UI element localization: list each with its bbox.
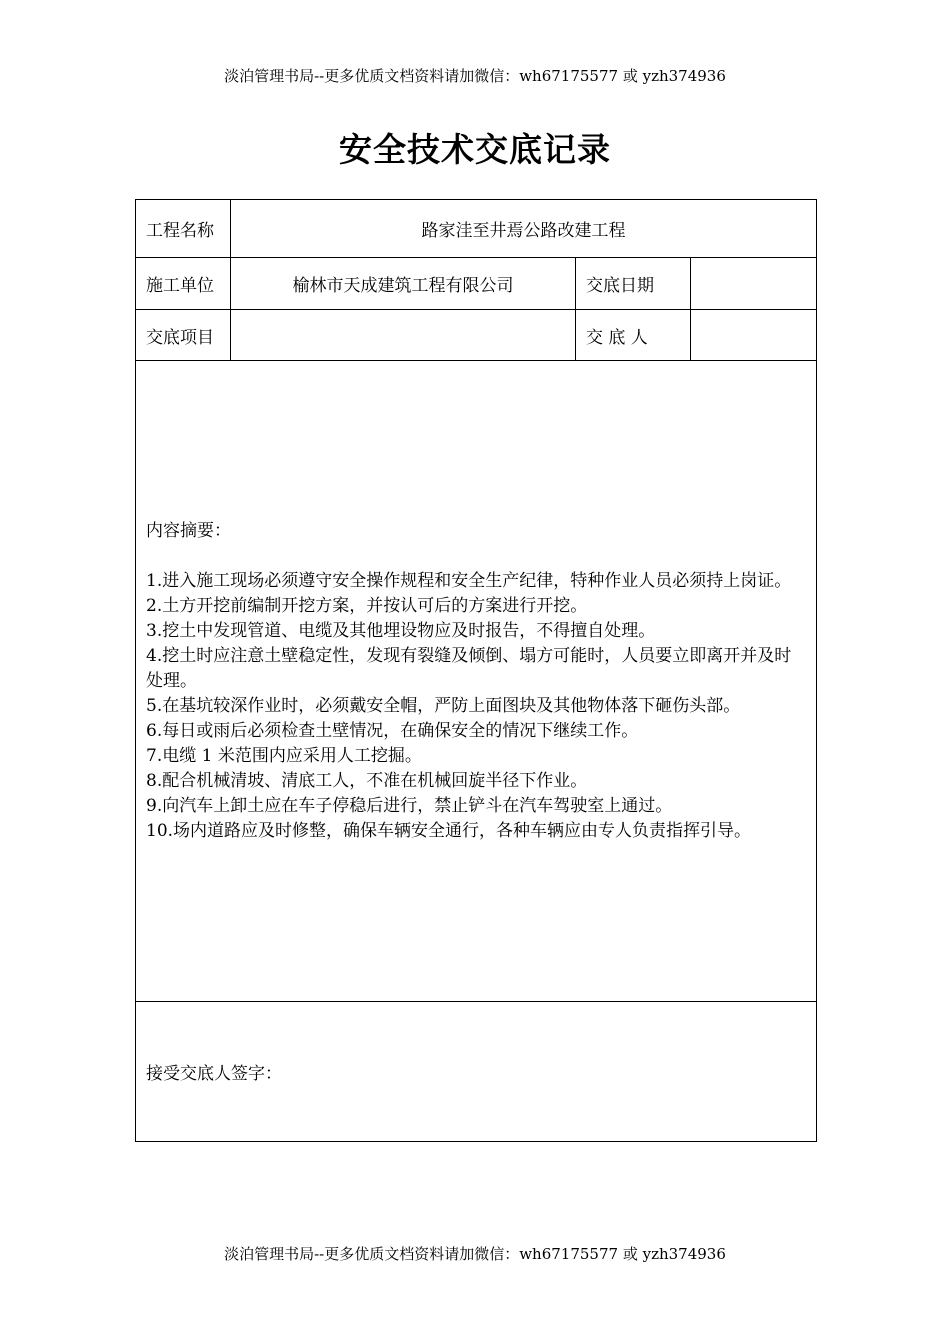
- date-label: 交底日期: [576, 258, 691, 310]
- signature-cell[interactable]: [136, 1002, 817, 1142]
- row-item: [136, 310, 817, 361]
- row-contractor: [136, 258, 817, 310]
- date-value[interactable]: [691, 258, 817, 310]
- item-label: 交底项目: [136, 310, 231, 361]
- list-item: 6.每日或雨后必须检查土壁情况，在确保安全的情况下继续工作。: [146, 720, 639, 741]
- list-item: 10.场内道路应及时修整，确保车辆安全通行，各种车辆应由专人负责指挥引导。: [146, 820, 752, 841]
- list-item: 3.挖土中发现管道、电缆及其他埋设物应及时报告，不得擅自处理。: [146, 620, 656, 641]
- row-signature: [136, 1002, 817, 1142]
- list-item: 9.向汽车上卸土应在车子停稳后进行，禁止铲斗在汽车驾驶室上通过。: [146, 795, 673, 816]
- list-item: 2.土方开挖前编制开挖方案，并按认可后的方案进行开挖。: [146, 595, 588, 616]
- contractor-value: 榆林市天成建筑工程有限公司: [231, 258, 576, 310]
- list-item: 1.进入施工现场必须遵守安全操作规程和安全生产纪律，特种作业人员必须持上岗证。: [146, 570, 792, 591]
- project-name-label: 工程名称: [136, 200, 231, 258]
- row-content: [136, 361, 817, 1002]
- list-item: 7.电缆 1 米范围内应采用人工挖掘。: [146, 745, 422, 766]
- safety-items-list: [146, 569, 806, 844]
- contractor-label: 施工单位: [136, 258, 231, 310]
- page-title: 安全技术交底记录: [339, 130, 611, 169]
- content-cell: [136, 361, 817, 1002]
- footer-note: 淡泊管理书局--更多优质文档资料请加微信：wh67175577 或 yzh374936: [224, 1245, 726, 1263]
- project-name-value: 路家洼至井焉公路改建工程: [231, 200, 817, 258]
- header-note: 淡泊管理书局--更多优质文档资料请加微信：wh67175577 或 yzh374936: [224, 67, 726, 85]
- list-item: 5.在基坑较深作业时，必须戴安全帽，严防上面图块及其他物体落下砸伤头部。: [146, 695, 741, 716]
- row-project-name: [136, 200, 817, 258]
- summary-label: 内容摘要：: [146, 520, 231, 541]
- item-value[interactable]: [231, 310, 576, 361]
- signature-label: 接受交底人签字：: [146, 1064, 282, 1084]
- list-item: 8.配合机械清坡、清底工人，不准在机械回旋半径下作业。: [146, 770, 588, 791]
- person-value[interactable]: [691, 310, 817, 361]
- safety-briefing-form: [135, 199, 817, 1142]
- person-label: 交 底 人: [576, 310, 691, 361]
- list-item: 4.挖土时应注意土壁稳定性，发现有裂缝及倾倒、塌方可能时，人员要立即离开并及时处理。: [146, 645, 792, 691]
